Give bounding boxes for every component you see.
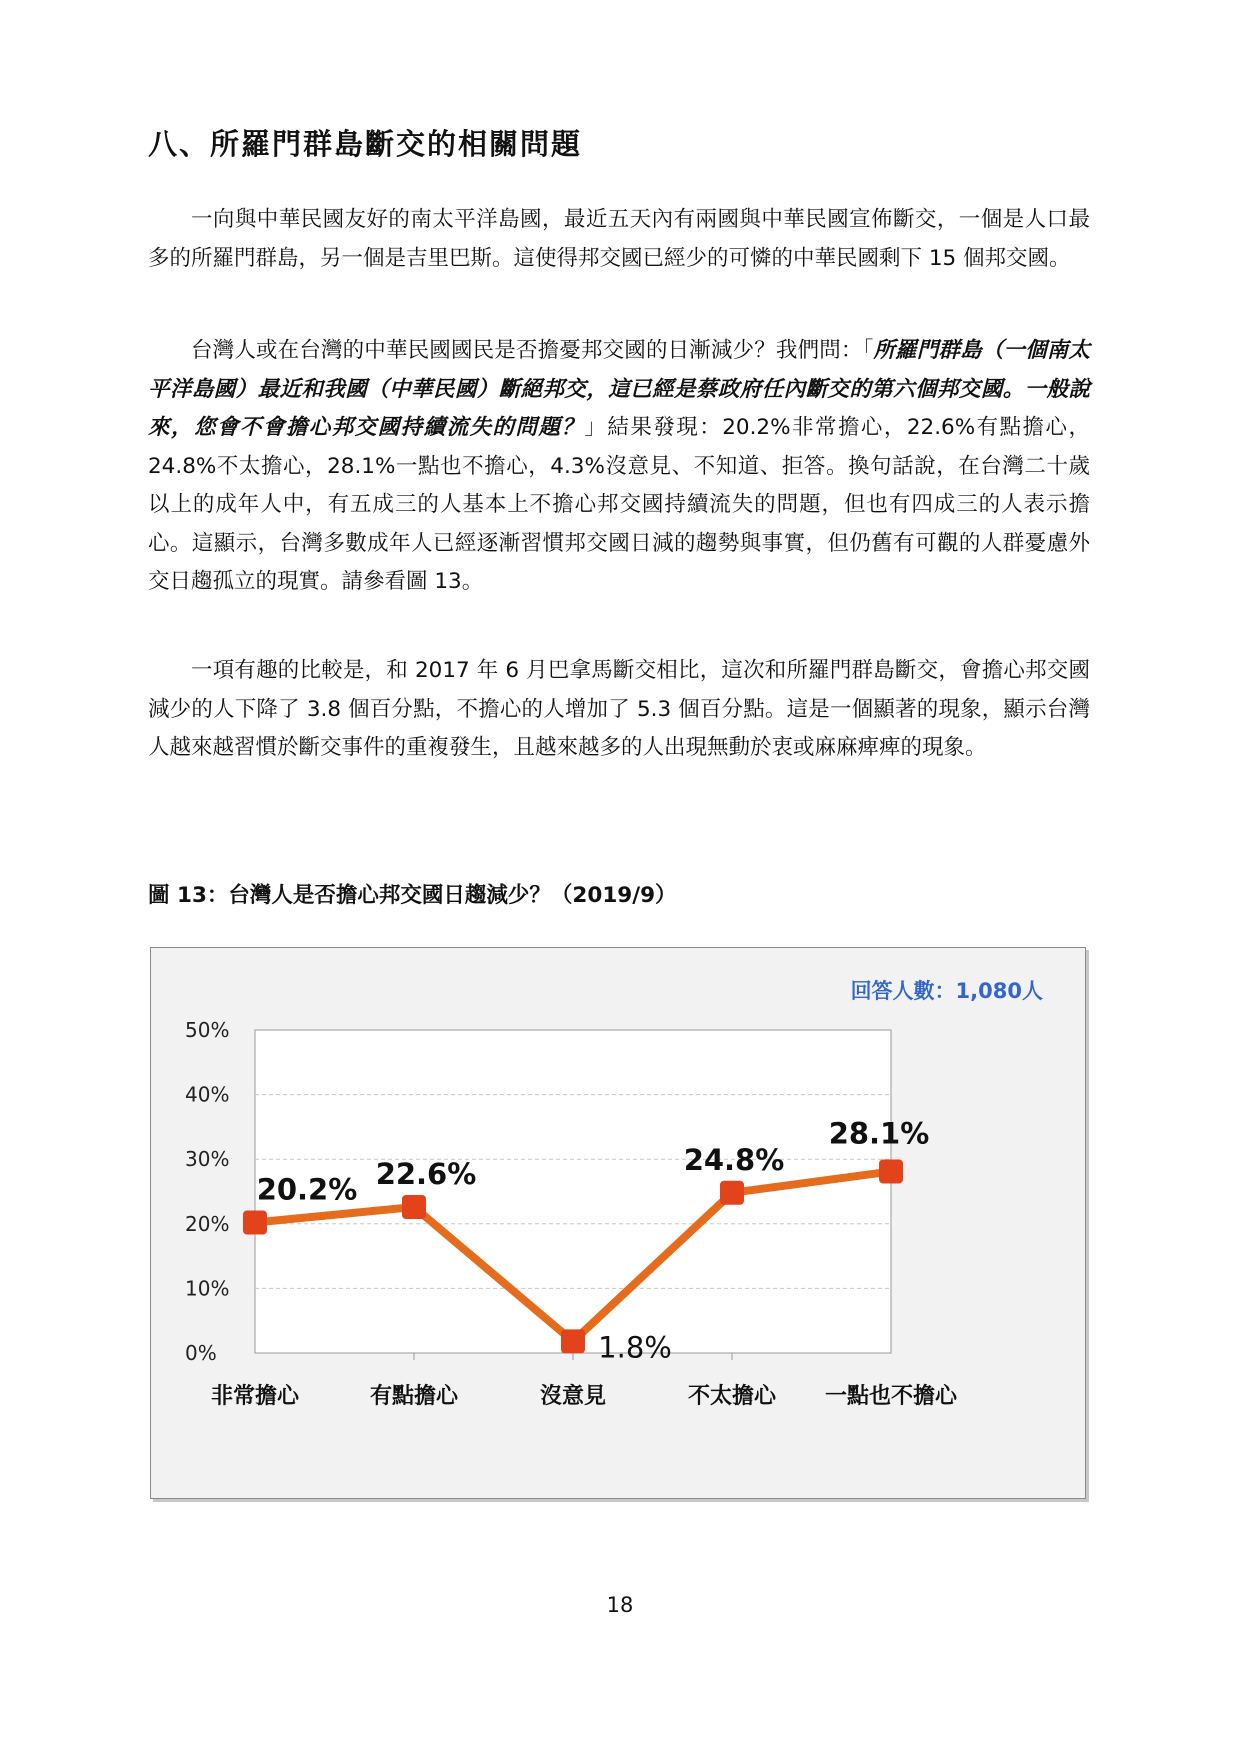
- y-tick-label: 30%: [185, 1147, 230, 1172]
- y-tick-label: 0%: [185, 1341, 217, 1365]
- figure-caption: 圖 13：台灣人是否擔心邦交國日趨減少？（2019/9）: [148, 883, 677, 908]
- paragraph-2: [148, 332, 1090, 602]
- paragraph-3: 一項有趣的比較是，和 2017 年 6 月巴拿馬斷交相比，這次和所羅門群島斷交，會擔心邦交國減少的人下降了 3.8 個百分點，不擔心的人增加了 5.3 個百分點。這是一個顯著的現象，顯示台灣人越來越習慣於斷交事件的重複發生，且越來越多的人出現無動於衷或麻麻痺痺的現象。: [148, 658, 1090, 760]
- page-number: 18: [606, 1593, 634, 1617]
- line-chart-frame: [150, 947, 1086, 1499]
- paragraph-2-lead: 台灣人或在台灣的中華民國國民是否擔憂邦交國的日漸減少？我們問：「: [191, 338, 874, 363]
- paragraph-1: 一向與中華民國友好的南太平洋島國，最近五天內有兩國與中華民國宣佈斷交，一個是人口最多的所羅門群島，另一個是吉里巴斯。這使得邦交國已經少的可憐的中華民國剩下 15 個邦交國。: [148, 207, 1090, 271]
- x-category-label: 有點擔心: [369, 1384, 459, 1409]
- y-tick-label: 10%: [185, 1276, 230, 1301]
- data-point-marker: [720, 1181, 744, 1205]
- data-label: 24.8%: [683, 1142, 785, 1177]
- data-label: 28.1%: [828, 1116, 930, 1151]
- data-point-marker: [402, 1195, 426, 1219]
- y-tick-label: 20%: [185, 1211, 230, 1236]
- data-label: 1.8%: [598, 1330, 672, 1365]
- paragraph-2-rest: 」結果發現：20.2%非常擔心，22.6%有點擔心，24.8%不太擔心，28.1%一點也不擔心，4.3%沒意見、不知道、拒答。換句話說，在台灣二十歲以上的成年人中，有五成三的人基本上不擔心邦交國持續流失的問題，但也有四成三的人表示擔心。這顯示，台灣多數成年人已經逐漸習慣邦交國日減的趨勢與事實，但仍舊有可觀的人群憂慮外交日趨孤立的現實。請參看圖 13。: [148, 415, 1090, 594]
- x-category-label: 沒意見: [539, 1384, 607, 1409]
- data-label: 22.6%: [375, 1157, 477, 1192]
- data-point-marker: [879, 1159, 903, 1183]
- survey-question: 所羅門群島（一個南太平洋島國）最近和我國（中華民國）斷絕邦交，這已經是蔡政府任內斷交的第六個邦交國。一般說來，您會不會擔心邦交國持續流失的問題？: [148, 338, 1090, 440]
- x-category-label: 一點也不擔心: [824, 1384, 958, 1409]
- y-tick-label: 40%: [185, 1082, 230, 1107]
- respondents-note: 回答人數：1,080人: [850, 979, 1043, 1003]
- data-point-marker: [243, 1211, 267, 1235]
- data-label: 20.2%: [256, 1172, 358, 1207]
- x-category-label: 非常擔心: [210, 1384, 300, 1409]
- y-tick-label: 50%: [185, 1018, 230, 1042]
- section-heading: 八、所羅門群島斷交的相關問題: [148, 127, 583, 161]
- x-category-label: 不太擔心: [687, 1384, 777, 1409]
- data-point-marker: [561, 1329, 585, 1353]
- line-chart: [151, 948, 1085, 1498]
